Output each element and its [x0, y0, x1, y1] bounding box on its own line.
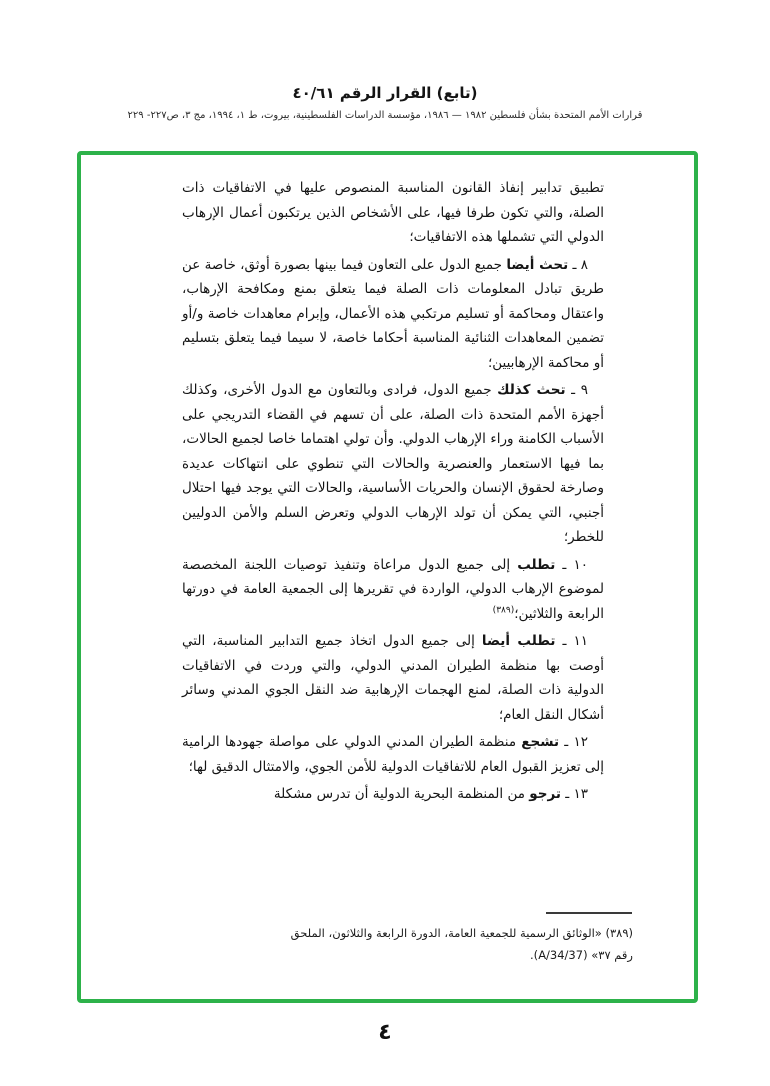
paragraph-number: ١٢ ـ	[564, 734, 588, 750]
paragraph-text: من المنظمة البحرية الدولية أن تدرس مشكلة	[273, 786, 525, 802]
paragraph-number: ١٠ ـ	[562, 556, 588, 573]
paragraph-lead: تطلب	[517, 556, 556, 573]
paragraph-number: ٩ ـ	[571, 382, 588, 398]
paragraph-text: جميع الدول على التعاون فيما بينها بصورة أوثق، خاصة عن طريق تبادل المعلومات ذات الصلة فيما يتعلق بمنع ومكافحة الإرهاب، واعتقال ومحاكمة أو تسليم مرتكبي هذه الأعمال، وإبرام معاهدات خاصة و/أو تضمين المعاهدات الثنائية المناسبة أحكاما خاصة، لا سيما فيما يتعلق بتسليم أو محاكمة الإرهابيين؛	[182, 256, 604, 371]
paragraph-lead: تحث كذلك	[497, 382, 566, 398]
document-source-line: قرارات الأمم المتحدة بشأن فلسطين ١٩٨٢ — ١٩٨٦، مؤسسة الدراسات الفلسطينية، بيروت، ط ١، ١٩٩٤، مج ٣، ص٢٢٧- ٢٢٩	[127, 110, 643, 121]
paragraph-lead: تطلب أيضا	[481, 633, 556, 649]
paragraph-lead: تشجع	[521, 734, 560, 750]
paragraph	[182, 253, 604, 376]
paragraph	[182, 378, 604, 550]
footnote-line: (٣٨٩) «الوثائق الرسمية للجمعية العامة، الدورة الرابعة والثلاثون، الملحق	[290, 926, 633, 940]
paragraph	[182, 730, 604, 779]
document-title: (تابع) القرار الرقم ٤٠/٦١	[292, 84, 478, 102]
paragraph	[182, 629, 604, 727]
paragraph-text: جميع الدول، فرادى وبالتعاون مع الدول الأخرى، وكذلك أجهزة الأمم المتحدة ذات الصلة، على أن تسهم في القضاء التدريجي على الأسباب الكامنة وراء الإرهاب الدولي. وأن تولي اهتماما خاصا لجميع الحالات، بما فيها الاستعمار والعنصرية والحالات التي تنطوي على انتهاكات عديدة وصارخة لحقوق الإنسان والحريات الأساسية، والحالات التي يوجد فيها احتلال أجنبي، التي يمكن أن تولد الإرهاب الدولي وتعرض السلم والأمن الدوليين للخطر؛	[182, 382, 604, 545]
footnote-reference-marker: (٣٨٩)	[492, 605, 515, 615]
paragraph-lead: تحث أيضا	[506, 256, 569, 273]
paragraph-number: ١١ ـ	[562, 633, 589, 649]
paragraph-number: ٨ ـ	[572, 256, 589, 273]
body-text	[182, 176, 604, 807]
paragraph-text: منظمة الطيران المدني الدولي على مواصلة جهودها الرامية إلى تعزيز القبول العام للاتفاقيات الدولية للأمن الجوي، والامتثال الدقيق لها؛	[182, 734, 604, 775]
footnote-separator	[546, 912, 632, 914]
paragraph-text: تطبيق تدابير إنفاذ القانون المناسبة المنصوص عليها في الاتفاقيات ذات الصلة، والتي تكون طرفا فيها، على الأشخاص الذين يرتكبون أعمال الإرهاب الدولي التي تشملها هذه الاتفاقيات؛	[182, 180, 604, 245]
footnote-line: رقم ٣٧» (A/34/37).	[530, 948, 633, 962]
page-number: ٤	[378, 1020, 392, 1045]
paragraph-text: إلى جميع الدول اتخاذ جميع التدابير المناسبة، التي أوصت بها منظمة الطيران المدني الدولي، والتي وردت في الاتفاقيات الدولية ذات الصلة، لمنع الهجمات الإرهابية ضد النقل الجوي المدني وسائر أشكال النقل العام؛	[182, 633, 604, 723]
paragraph	[182, 176, 604, 250]
paragraph-text: إلى جميع الدول مراعاة وتنفيذ توصيات اللجنة المخصصة لموضوع الإرهاب الدولي، الواردة في تقريرها إلى الجمعية العامة في دورتها الرابعة والثلاثين؛	[182, 556, 604, 622]
paragraph	[182, 553, 604, 627]
footnote	[133, 922, 633, 966]
paragraph-lead: ترجو	[529, 786, 561, 802]
paragraph-number: ١٣ ـ	[565, 786, 588, 802]
paragraph	[182, 782, 604, 807]
